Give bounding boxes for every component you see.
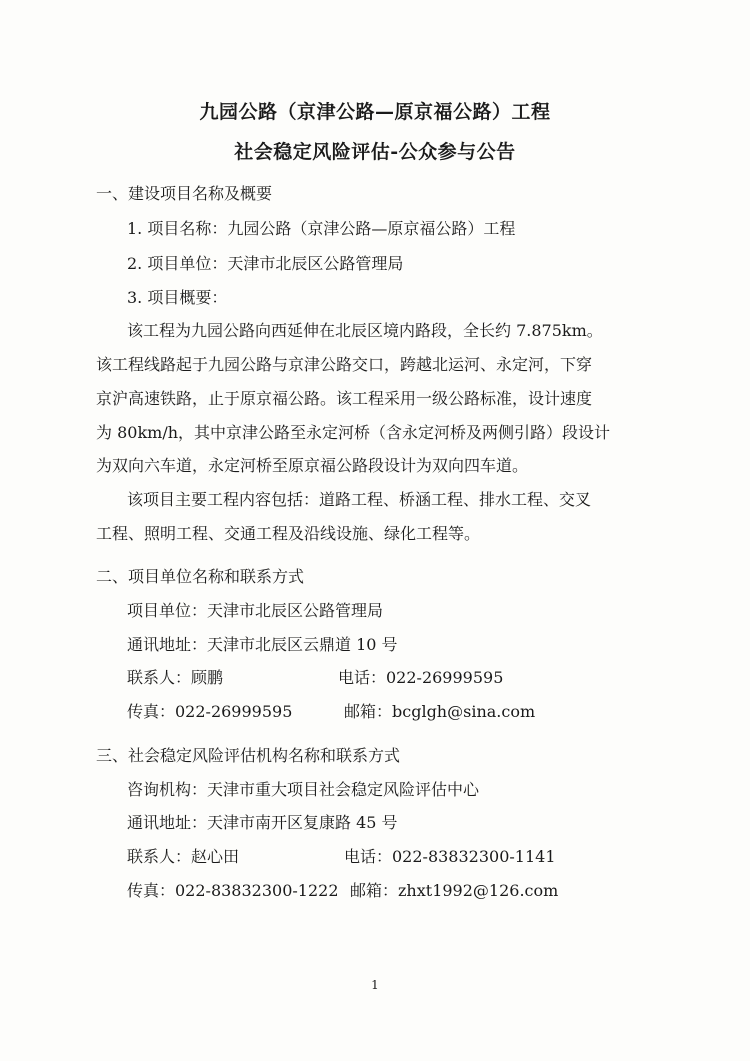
project-unit-item: 2. 项目单位：天津市北辰区公路管理局 — [127, 254, 404, 273]
section2-heading: 二、项目单位名称和联系方式 — [96, 567, 305, 586]
project-overview-item: 3. 项目概要： — [127, 288, 228, 307]
section1-heading: 一、建设项目名称及概要 — [96, 184, 273, 203]
agency-fax: 传真：022-83832300-1222 — [127, 881, 339, 900]
project-address-line: 通讯地址：天津市北辰区云鼎道 10 号 — [127, 635, 398, 654]
agency-contact-person: 联系人：赵心田 — [127, 847, 240, 866]
project-contact-person: 联系人：顾鹏 — [127, 668, 224, 687]
agency-name-line: 咨询机构：天津市重大项目社会稳定风险评估中心 — [127, 780, 480, 799]
project-phone: 电话：022-26999595 — [338, 668, 504, 687]
project-name-item: 1. 项目名称：九园公路（京津公路—原京福公路）工程 — [127, 219, 516, 238]
agency-phone: 电话：022-83832300-1141 — [344, 847, 556, 866]
overview-paragraph-line: 该工程线路起于九园公路与京津公路交口，跨越北运河、永定河，下穿 — [96, 355, 593, 374]
overview-paragraph-line: 京沪高速铁路，止于原京福公路。该工程采用一级公路标准，设计速度 — [96, 389, 593, 408]
scope-paragraph-line: 该项目主要工程内容包括：道路工程、桥涵工程、排水工程、交叉 — [127, 490, 592, 509]
document-title-line2: 社会稳定风险评估-公众参与公告 — [234, 141, 516, 163]
overview-paragraph-line: 该工程为九园公路向西延伸在北辰区境内路段，全长约 7.875km。 — [127, 321, 603, 340]
page-number: 1 — [371, 978, 379, 992]
agency-email: 邮箱：zhxt1992@126.com — [350, 881, 559, 900]
section3-heading: 三、社会稳定风险评估机构名称和联系方式 — [96, 746, 401, 765]
agency-address-line: 通讯地址：天津市南开区复康路 45 号 — [127, 813, 398, 832]
overview-paragraph-line: 为 80km/h，其中京津公路至永定河桥（含永定河桥及两侧引路）段设计 — [96, 423, 611, 442]
document-title-line1: 九园公路（京津公路—原京福公路）工程 — [199, 101, 551, 123]
project-fax: 传真：022-26999595 — [127, 702, 293, 721]
scope-paragraph-line: 工程、照明工程、交通工程及沿线设施、绿化工程等。 — [96, 524, 481, 543]
overview-paragraph-line: 为双向六车道，永定河桥至原京福公路段设计为双向四车道。 — [96, 456, 529, 475]
project-unit-line: 项目单位：天津市北辰区公路管理局 — [127, 601, 384, 620]
project-email: 邮箱：bcglgh@sina.com — [344, 702, 536, 721]
